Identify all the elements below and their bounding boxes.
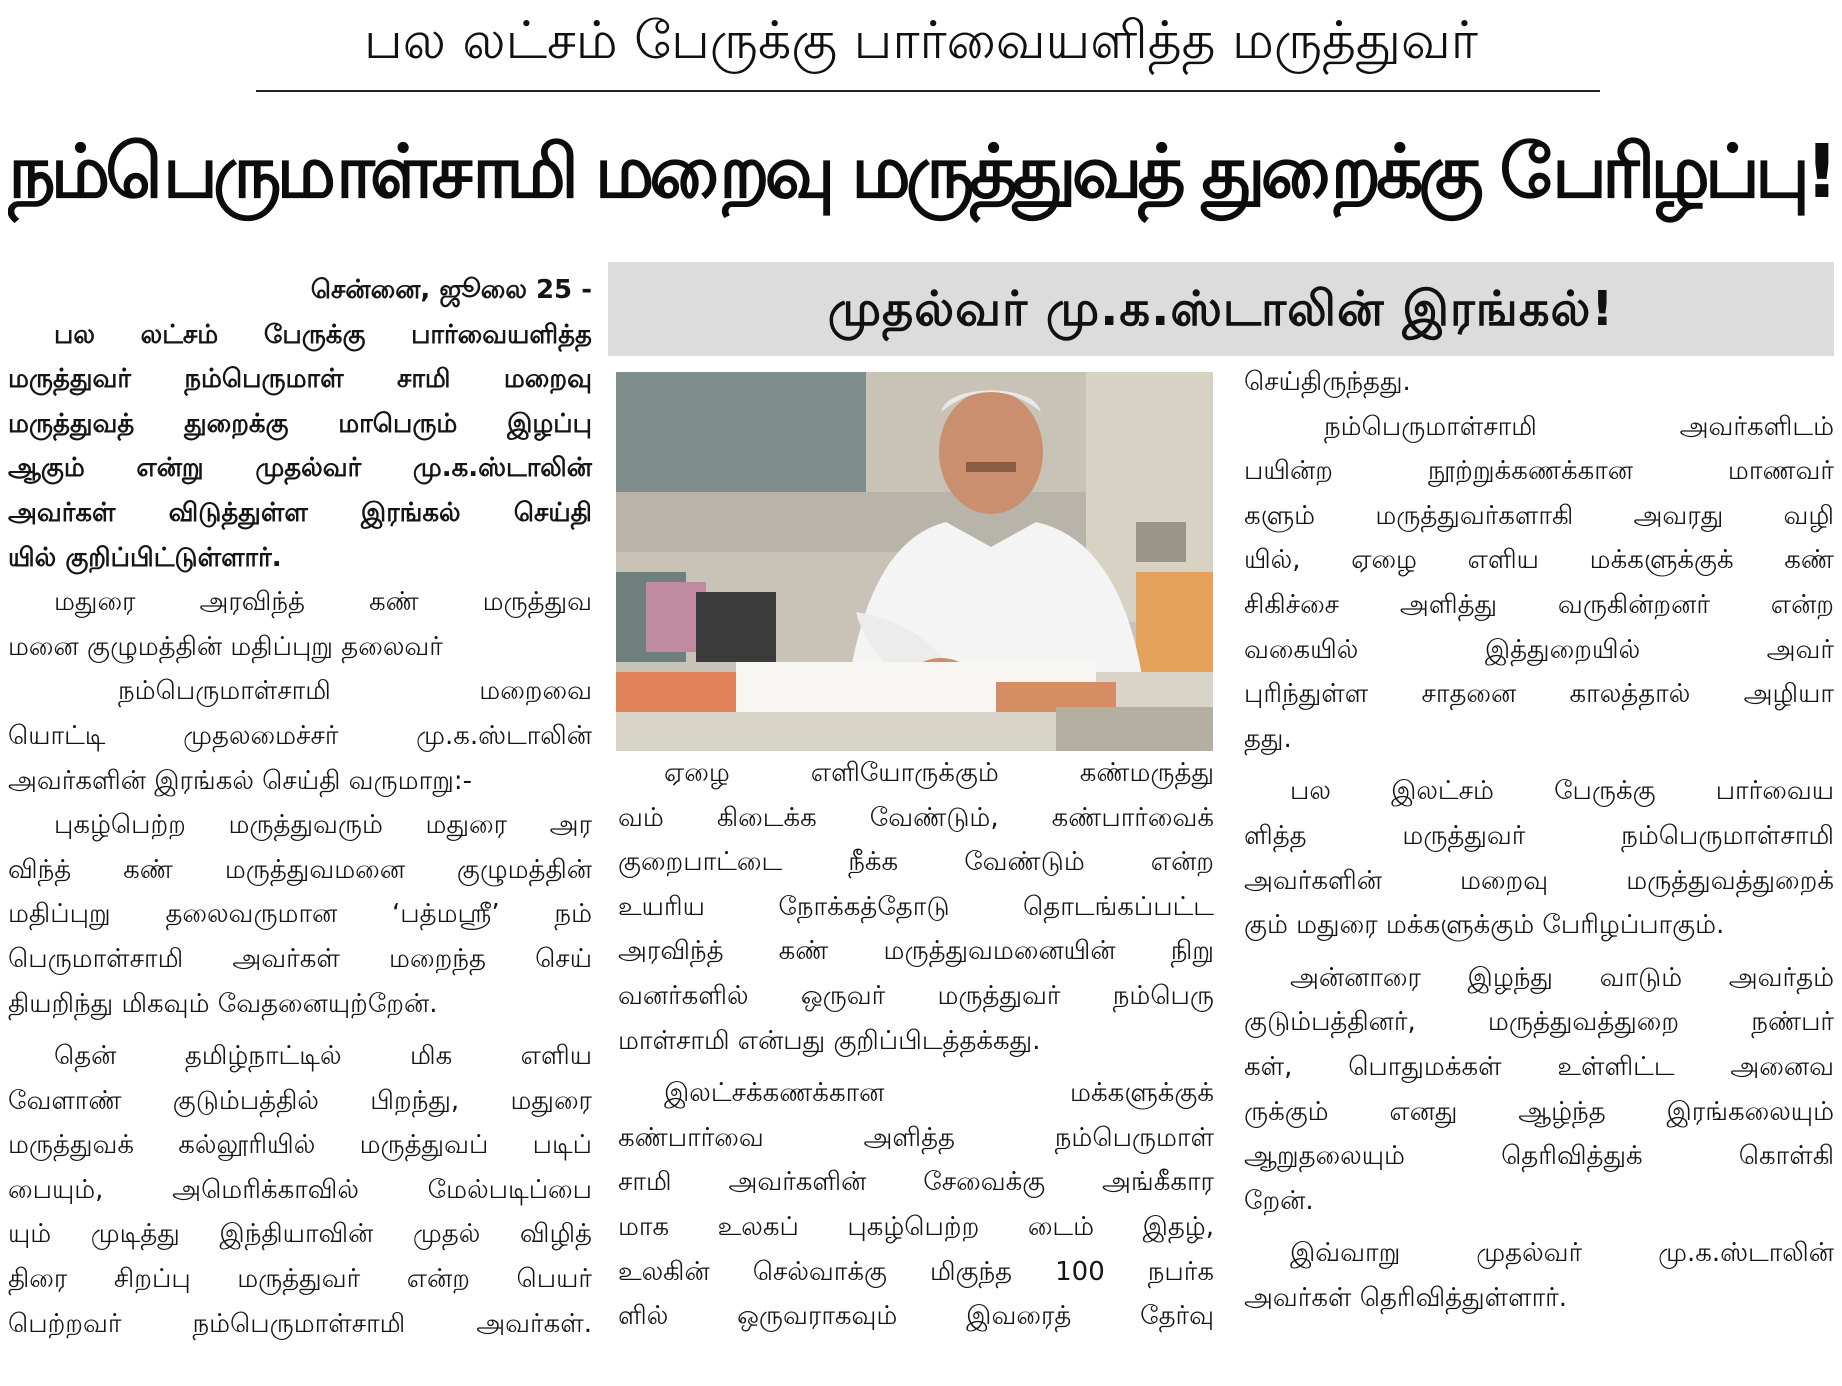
text-line: ஏழை எளியோருக்கும் கண்மருத்து — [664, 758, 1214, 788]
text-line: வனர்களில் ஒருவர் மருத்துவர் நம்பெரு — [618, 980, 1214, 1011]
article-column-1 — [8, 268, 592, 1346]
text-line: மாக உலகப் புகழ்பெற்ற டைம் இதழ், — [618, 1211, 1214, 1242]
text-line: தென் தமிழ்நாட்டில் மிக எளிய — [54, 1041, 592, 1072]
text-line: உலகின் செல்வாக்கு மிகுந்த 100 நபர்க — [618, 1256, 1214, 1287]
text-line: செய்திருந்தது. — [1244, 367, 1411, 397]
text-line: நம்பெருமாள்சாமி மறைவை — [118, 676, 592, 707]
text-line: ருக்கும் எனது ஆழ்ந்த இரங்கலையும் — [1244, 1096, 1834, 1127]
text-line: யில், ஏழை எளிய மக்களுக்குக் கண் — [1244, 545, 1834, 576]
lead-line: யில் குறிப்பிட்டுள்ளார். — [8, 542, 282, 573]
text-line: மதுரை அரவிந்த் கண் மருத்துவ — [54, 587, 592, 618]
text-line: யும் முடித்து இந்தியாவின் முதல் விழித் — [8, 1219, 592, 1250]
text-line: நம்பெருமாள்சாமி அவர்களிடம் — [1324, 411, 1834, 442]
text-line: வேளாண் குடும்பத்தில் பிறந்து, மதுரை — [8, 1085, 592, 1116]
lead-line: மருத்துவர் நம்பெருமாள் சாமி மறைவு — [8, 364, 592, 395]
text-line: வம் கிடைக்க வேண்டும், கண்பார்வைக் — [618, 802, 1214, 833]
text-line: கண்பார்வை அளித்த நம்பெருமாள் — [618, 1122, 1214, 1153]
text-line: பயின்ற நூற்றுக்கணக்கான மாணவர் — [1244, 456, 1834, 487]
dateline: சென்னை, ஜூலை 25 - — [310, 275, 592, 305]
text-line: ஆறுதலையும் தெரிவித்துக் கொள்கி — [1244, 1141, 1834, 1172]
text-line: வகையில் இத்துறையில் அவர் — [1244, 634, 1834, 665]
kicker-headline: பல லட்சம் பேருக்கு பார்வையளித்த மருத்துவர் — [364, 11, 1478, 71]
text-line: சிகிச்சை அளித்து வருகின்றனர் என்ற — [1244, 589, 1834, 620]
lead-line: பல லட்சம் பேருக்கு பார்வையளித்த — [54, 319, 592, 350]
article-column-3 — [1244, 360, 1834, 1320]
text-line: அன்னாரை இழந்து வாடும் அவர்தம் — [1290, 962, 1834, 993]
text-line: அவர்களின் மறைவு மருத்துவத்துறைக் — [1244, 865, 1834, 896]
lead-line: மருத்துவத் துறைக்கு மாபெரும் இழப்பு — [8, 408, 592, 439]
text-line: இவ்வாறு முதல்வர் மு.க.ஸ்டாலின் — [1290, 1238, 1834, 1269]
text-line: மனை குழுமத்தின் மதிப்புறு தலைவர் — [8, 631, 443, 662]
text-line: கள், பொதுமக்கள் உள்ளிட்ட அனைவ — [1244, 1051, 1834, 1082]
text-line: தது. — [1244, 723, 1292, 754]
text-line: பையும், அமெரிக்காவில் மேல்படிப்பை — [8, 1174, 592, 1205]
subhead: முதல்வர் மு.க.ஸ்டாலின் இரங்கல்! — [827, 281, 1615, 337]
text-line: சாமி அவர்களின் சேவைக்கு அங்கீகார — [618, 1167, 1214, 1198]
text-line: பெற்றவர் நம்பெருமாள்சாமி அவர்கள். — [8, 1308, 592, 1339]
text-line: குடும்பத்தினர், மருத்துவத்துறை நண்பர் — [1244, 1007, 1834, 1038]
kicker-rule — [256, 90, 1600, 92]
text-line: அவர்களின் இரங்கல் செய்தி வருமாறு:- — [8, 765, 473, 796]
text-line: புகழ்பெற்ற மருத்துவரும் மதுரை அர — [54, 810, 592, 841]
text-line: திரை சிறப்பு மருத்துவர் என்ற பெயர் — [8, 1264, 592, 1295]
lead-line: ஆகும் என்று முதல்வர் மு.க.ஸ்டாலின் — [8, 453, 592, 484]
text-line: மருத்துவக் கல்லூரியில் மருத்துவப் படிப் — [8, 1130, 592, 1161]
text-line: றேன். — [1244, 1185, 1314, 1216]
text-line: விந்த் கண் மருத்துவமனை குழுமத்தின் — [8, 854, 592, 885]
article-column-2 — [618, 751, 1214, 1339]
text-line: பெருமாள்சாமி அவர்கள் மறைந்த செய் — [8, 943, 592, 974]
portrait-photo — [616, 372, 1213, 751]
text-line: உயரிய நோக்கத்தோடு தொடங்கப்பட்ட — [618, 891, 1214, 922]
text-line: புரிந்துள்ள சாதனை காலத்தால் அழியா — [1244, 679, 1834, 710]
text-line: தியறிந்து மிகவும் வேதனையுற்றேன். — [8, 988, 438, 1019]
text-line: குறைபாட்டை நீக்க வேண்டும் என்ற — [618, 847, 1214, 878]
lead-line: அவர்கள் விடுத்துள்ள இரங்கல் செய்தி — [8, 497, 592, 528]
text-line: பல இலட்சம் பேருக்கு பார்வைய — [1290, 776, 1834, 807]
text-line: ளித்த மருத்துவர் நம்பெருமாள்சாமி — [1244, 820, 1834, 851]
text-line: கும் மதுரை மக்களுக்கும் பேரிழப்பாகும். — [1244, 910, 1725, 941]
text-line: அரவிந்த் கண் மருத்துவமனையின் நிறு — [618, 936, 1214, 967]
main-headline: நம்பெருமாள்சாமி மறைவு மருத்துவத் துறைக்கு பேரிழப்பு! — [8, 129, 1834, 215]
portrait-illustration — [616, 372, 1213, 751]
text-line: மாள்சாமி என்பது குறிப்பிடத்தக்கது. — [618, 1025, 1041, 1056]
text-line: களும் மருத்துவர்களாகி அவரது வழி — [1244, 500, 1834, 531]
text-line: மதிப்புறு தலைவருமான ‘பத்மஸ்ரீ’ நம் — [8, 899, 592, 930]
text-line: ளில் ஒருவராகவும் இவரைத் தேர்வு — [618, 1301, 1214, 1332]
text-line: யொட்டி முதலமைச்சர் மு.க.ஸ்டாலின் — [8, 720, 592, 751]
text-line: இலட்சக்கணக்கான மக்களுக்குக் — [664, 1078, 1214, 1109]
text-line: அவர்கள் தெரிவித்துள்ளார். — [1244, 1282, 1568, 1313]
